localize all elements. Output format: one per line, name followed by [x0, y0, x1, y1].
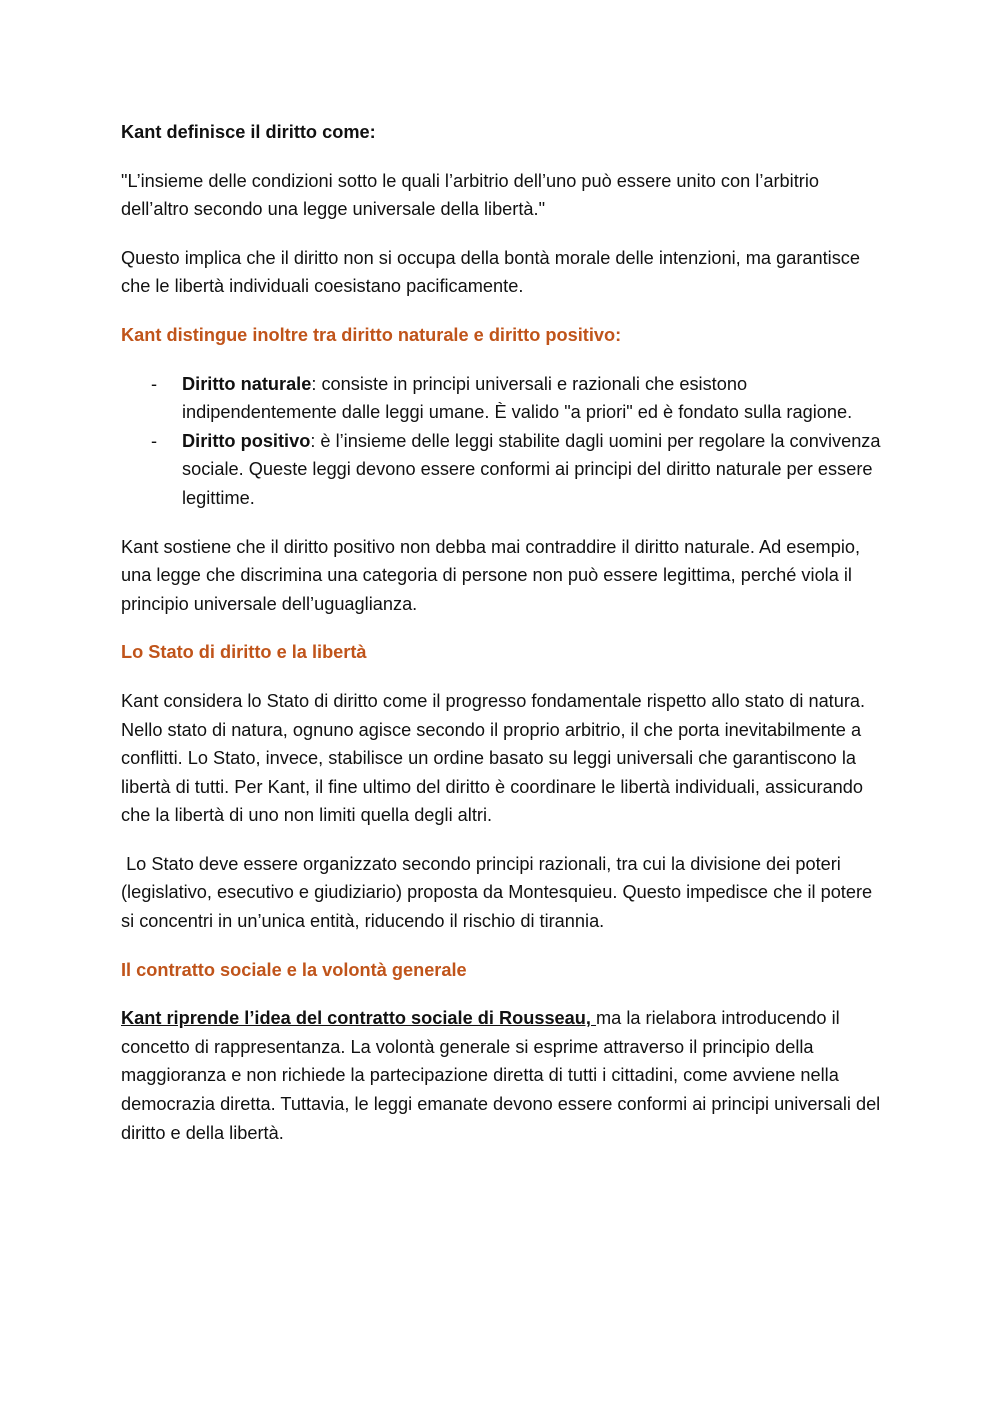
paragraph-stato-2: Lo Stato deve essere organizzato secondo principi razionali, tra cui la divisione dei poteri (legislativo, esecutivo e giudiziario) proposta da Montesquieu. Questo impedisce che il potere si concentri in un’unica entità, riducendo il rischio di tirannia.: [121, 853, 878, 932]
paragraph-contratto: [121, 1004, 881, 1147]
kant-quote: "L’insieme delle condizioni sotto le quali l’arbitrio dell’uno può essere unito con l’arbitrio dell’altro secondo una legge universale della libertà.": [121, 170, 819, 220]
diritto-list: [121, 370, 881, 513]
list-item: [121, 370, 881, 427]
dash-bullet: -: [151, 373, 158, 394]
section-heading-stato: Lo Stato di diritto e la libertà: [121, 642, 367, 663]
list-item-term: Diritto naturale: [182, 373, 312, 394]
paragraph-stato-1: Kant considera lo Stato di diritto come il progresso fondamentale rispetto allo stato di natura. Nello stato di natura, ognuno agisce secondo il proprio arbitrio, il che porta inevitabilmente a conflitti. Lo Stato, invece, stabilisce un ordine basato su leggi universali che garantiscono la libertà di tutti. Per Kant, il fine ultimo del diritto è coordinare le libertà individuali, assicurando che la libertà di uno non limiti quella degli altri.: [121, 690, 866, 826]
section-heading-definizione: Kant definisce il diritto come:: [121, 122, 376, 142]
section-heading-distinzione: Kant distingue inoltre tra diritto naturale e diritto positivo:: [121, 324, 622, 345]
section-heading-contratto: Il contratto sociale e la volontà generale: [121, 959, 467, 980]
paragraph-diritto-positivo: Kant sostiene che il diritto positivo non debba mai contraddire il diritto naturale. Ad esempio, una legge che discrimina una categoria di persone non può essere legittima, perché viola il principio universale dell’uguaglianza.: [121, 536, 861, 614]
document-page: [121, 118, 881, 1167]
contratto-lead: Kant riprende l’idea del contratto sociale di Rousseau,: [121, 1008, 597, 1029]
list-item-term: Diritto positivo: [182, 430, 311, 451]
list-item-text: : è l’insieme delle leggi stabilite dagli uomini per regolare la convivenza sociale. Queste leggi devono essere conformi ai principi del diritto naturale per essere legittime.: [182, 430, 881, 508]
paragraph-implicazione: Questo implica che il diritto non si occupa della bontà morale delle intenzioni, ma garantisce che le libertà individuali coesistano pacificamente.: [121, 247, 861, 297]
list-item-text: : consiste in principi universali e razionali che esistono indipendentemente dalle leggi umane. È valido "a priori" ed è fondato sulla ragione.: [182, 373, 853, 423]
dash-bullet: -: [151, 430, 158, 451]
list-item: [121, 427, 881, 513]
contratto-text: ma la rielabora introducendo il concetto di rappresentanza. La volontà generale si esprime attraverso il principio della maggioranza e non richiede la partecipazione diretta di tutti i cittadini, come avviene nella democrazia diretta. Tuttavia, le leggi emanate devono essere conformi ai principi universali del diritto e della libertà.: [121, 1008, 881, 1143]
